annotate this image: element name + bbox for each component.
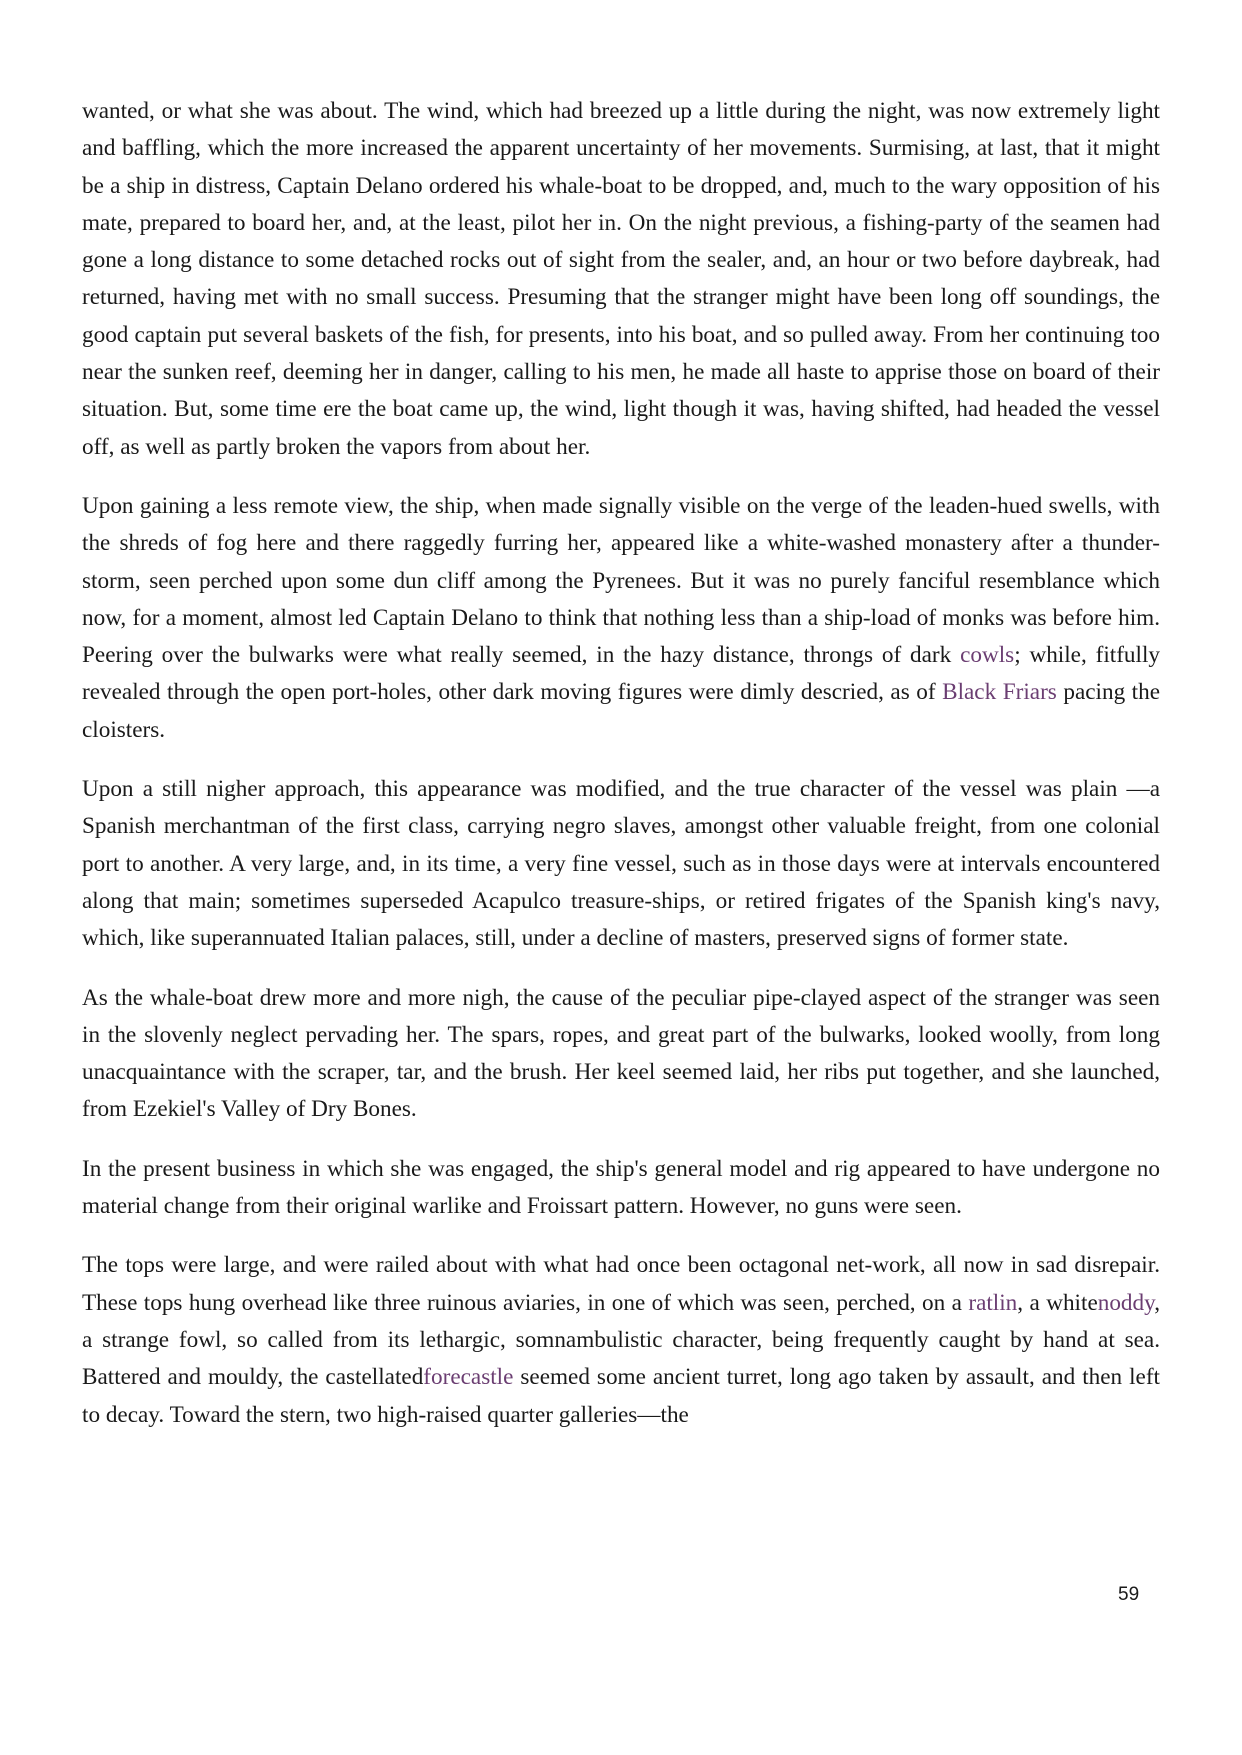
paragraph-text: , a white bbox=[1017, 1289, 1098, 1316]
page-body bbox=[82, 93, 1160, 1456]
glossary-link[interactable]: Black Friars bbox=[942, 679, 1057, 706]
paragraph bbox=[82, 93, 1160, 466]
paragraph-text: seemed some ancient turret, long ago taken by assault, and then left to decay. Toward the stern, two high-raised quarter galleries—the bbox=[82, 1364, 1160, 1428]
paragraph-text: wanted, or what she was about. The wind, which had breezed up a little during the night, was now extremely light and baffling, which the more increased the apparent uncertainty of her movements. Surmising, at last, that it might be a ship in distress, Captain Delano ordered his whale-boat to be dropped, and, much to the wary opposition of his mate, prepared to board her, and, at the least, pilot her in. On the night previous, a fishing-party of the seamen had gone a long distance to some detached rocks out of sight from the sealer, and, an hour or two before daybreak, had returned, having met with no small success. Presuming that the stranger might have been long off soundings, the good captain put several baskets of the fish, for presents, into his boat, and so pulled away. From her continuing too near the sunken reef, deeming her in danger, calling to his men, he made all haste to apprise those on board of their situation. But, some time ere the boat came up, the wind, light though it was, having shifted, had headed the vessel off, as well as partly broken the vapors from about her. bbox=[82, 98, 1160, 460]
paragraph bbox=[82, 1247, 1160, 1433]
paragraph-text: Upon a still nigher approach, this appearance was modified, and the true character of the vessel was plain —a Spanish merchantman of the first class, carrying negro slaves, amongst other valuable freight, from one colonial port to another. A very large, and, in its time, a very fine vessel, such as in those days were at intervals encountered along that main; sometimes superseded Acapulco treasure-ships, or retired frigates of the Spanish king's navy, which, like superannuated Italian palaces, still, under a decline of masters, preserved signs of former state. bbox=[82, 776, 1160, 952]
paragraph bbox=[82, 1151, 1160, 1226]
paragraph bbox=[82, 771, 1160, 957]
glossary-link[interactable]: forecastle bbox=[423, 1364, 514, 1391]
paragraph bbox=[82, 488, 1160, 749]
paragraph-text: The tops were large, and were railed about with what had once been octagonal net-work, all now in sad disrepair. These tops hung overhead like three ruinous aviaries, in one of which was seen, perched, on a bbox=[82, 1252, 1160, 1316]
page-number: 59 bbox=[1118, 1584, 1140, 1605]
paragraph-text: pacing the cloisters. bbox=[82, 679, 1161, 743]
paragraph-text: ; while, fitfully revealed through the open port-holes, other dark moving figures were dimly descried, as of bbox=[82, 642, 1161, 706]
paragraph bbox=[82, 980, 1160, 1129]
glossary-link[interactable]: ratlin bbox=[968, 1289, 1018, 1316]
paragraph-text: Upon gaining a less remote view, the ship, when made signally visible on the verge of the leaden-hued swells, with the shreds of fog here and there raggedly furring her, appeared like a white-washed monastery after a thunder-storm, seen perched upon some dun cliff among the Pyrenees. But it was no purely fanciful resemblance which now, for a moment, almost led Captain Delano to think that nothing less than a ship-load of monks was before him. Peering over the bulwarks were what really seemed, in the hazy distance, throngs of dark bbox=[82, 492, 1160, 669]
paragraph-text: In the present business in which she was engaged, the ship's general model and rig appeared to have undergone no material change from their original warlike and Froissart pattern. However, no guns were seen. bbox=[82, 1155, 1160, 1220]
glossary-link[interactable]: noddy bbox=[1097, 1289, 1155, 1316]
paragraph-text: , a strange fowl, so called from its lethargic, somnambulistic character, being frequently caught by hand at sea. Battered and mouldy, the castellated bbox=[82, 1289, 1160, 1391]
glossary-link[interactable]: cowls bbox=[960, 642, 1015, 669]
paragraph-text: As the whale-boat drew more and more nigh, the cause of the peculiar pipe-clayed aspect of the stranger was seen in the slovenly neglect pervading her. The spars, ropes, and great part of the bulwarks, looked woolly, from long unacquaintance with the scraper, tar, and the brush. Her keel seemed laid, her ribs put together, and she launched, from Ezekiel's Valley of Dry Bones. bbox=[82, 984, 1160, 1123]
